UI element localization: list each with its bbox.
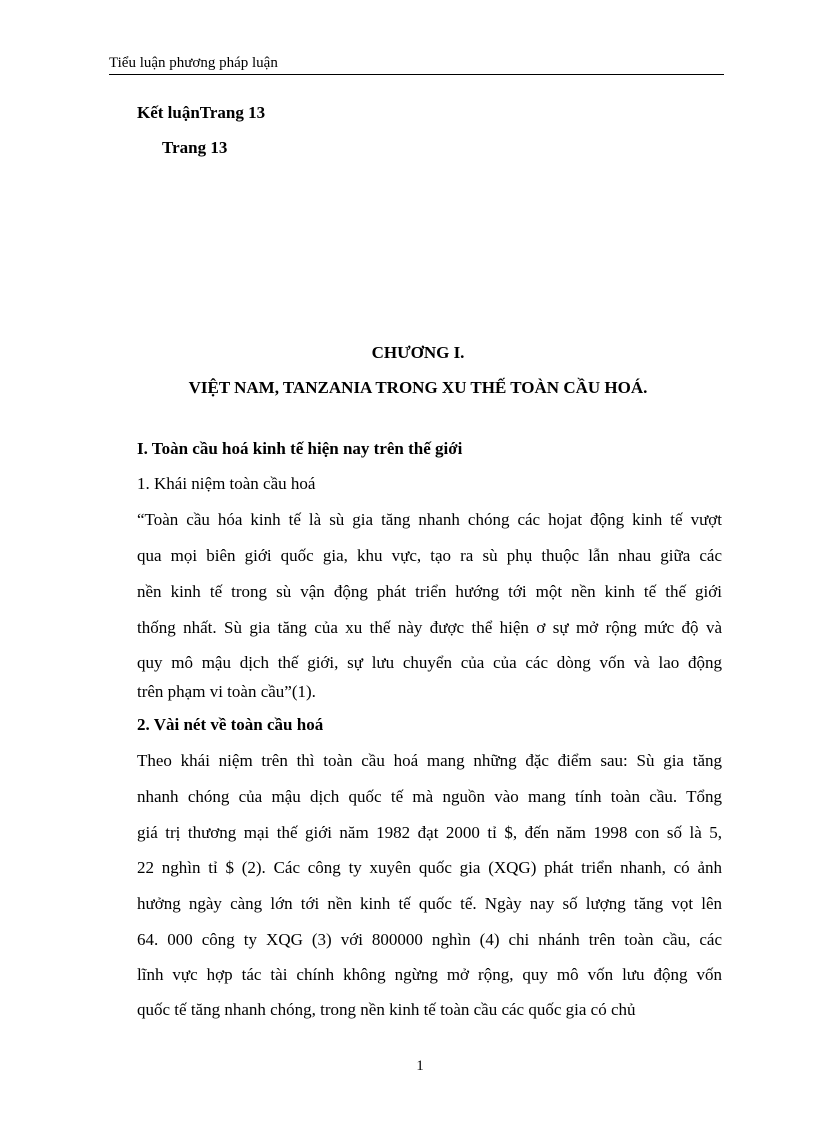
paragraph-line: quốc tế tăng nhanh chóng, trong nền kinh tế toàn cầu các quốc gia có chủ [137, 1000, 636, 1019]
paragraph-line: qua mọi biên giới quốc gia, khu vực, tạo ra sù phụ thuộc lẫn nhau giữa các [137, 546, 722, 565]
paragraph-line: giá trị thương mại thế giới năm 1982 đạt 2000 tỉ $, đến năm 1998 con số là 5, [137, 823, 722, 842]
toc-entry-page: Trang 13 [162, 138, 228, 157]
paragraph-line: nhanh chóng của mậu dịch quốc tế mà nguồn vào mang tính toàn cầu. Tổng [137, 787, 722, 806]
subsection-heading: 2. Vài nét về toàn cầu hoá [137, 715, 324, 734]
paragraph-line: nền kinh tế trong sù vận động phát triển hướng tới một nền kinh tế thế giới [137, 582, 722, 601]
subsection-heading: 1. Khái niệm toàn cầu hoá [137, 474, 316, 493]
section-heading: I. Toàn cầu hoá kinh tế hiện nay trên thế giới [137, 439, 463, 458]
paragraph-line: lĩnh vực hợp tác tài chính không ngừng mở rộng, quy mô vốn lưu động vốn [137, 965, 722, 984]
paragraph-line: Theo khái niệm trên thì toàn cầu hoá mang những đặc điểm sau: Sù gia tăng [137, 751, 722, 770]
paragraph-line: hưởng ngày càng lớn tới nền kinh tế quốc tế. Ngày nay số lượng tăng vọt lên [137, 894, 722, 913]
page-header [109, 52, 724, 75]
chapter-number: CHƯƠNG I. [371, 343, 465, 362]
paragraph-line: 64. 000 công ty XQG (3) với 800000 nghìn (4) chi nhánh trên toàn cầu, các [137, 930, 722, 949]
paragraph-line: 22 nghìn tỉ $ (2). Các công ty xuyên quốc gia (XQG) phát triển nhanh, có ảnh [137, 858, 722, 877]
page-number: 1 [416, 1058, 424, 1074]
paragraph-line: quy mô mậu dịch thế giới, sự lưu chuyển của của các dòng vốn và lao động [137, 653, 722, 672]
paragraph-line: trên phạm vi toàn cầu”(1). [137, 682, 316, 701]
toc-entry-conclusion: Kết luậnTrang 13 [137, 103, 266, 122]
paragraph-line: “Toàn cầu hóa kinh tế là sù gia tăng nhanh chóng các hojat động kinh tế vượt [137, 510, 722, 529]
chapter-title: VIỆT NAM, TANZANIA TRONG XU THẾ TOÀN CẦU HOÁ. [188, 378, 648, 397]
header-title: Tiểu luận phương pháp luận [109, 55, 278, 71]
paragraph-line: thống nhất. Sù gia tăng của xu thế này được thể hiện ơ sự mở rộng mức độ và [137, 618, 722, 637]
